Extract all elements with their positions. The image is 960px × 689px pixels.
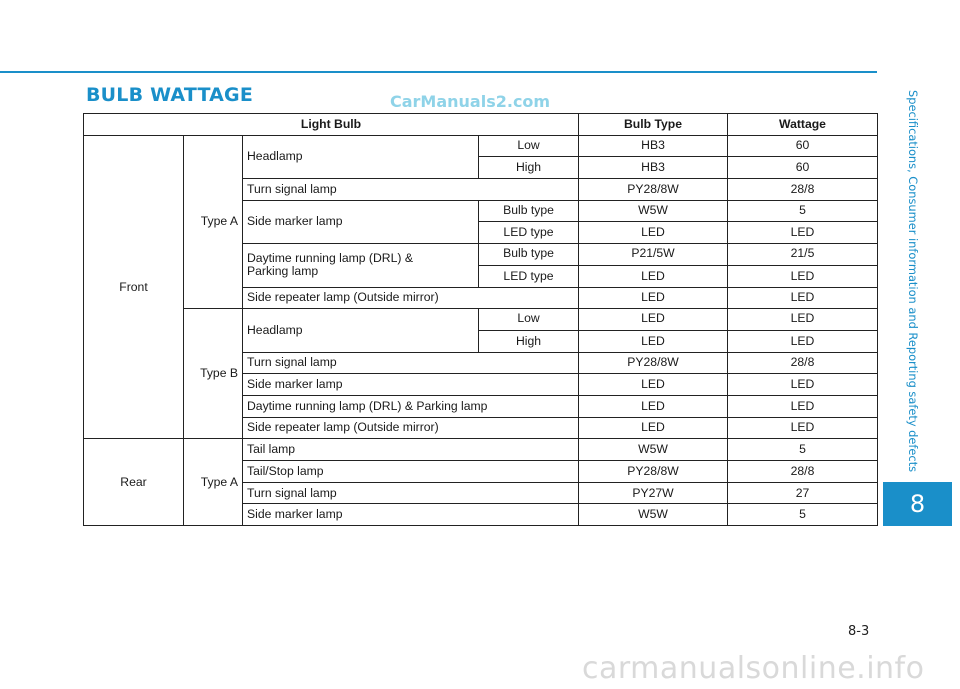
lamp-name: Tail lamp (243, 439, 579, 461)
bulb-type-cell: W5W (579, 439, 728, 461)
wattage-cell: 5 (728, 504, 878, 526)
lamp-variant: High (479, 157, 579, 179)
bulb-type-cell: LED (579, 330, 728, 352)
table-row (84, 135, 878, 157)
header-rule (0, 71, 877, 73)
lamp-name: Tail/Stop lamp (243, 461, 579, 483)
wattage-cell: LED (728, 222, 878, 244)
bulb-type-cell: PY28/8W (579, 461, 728, 483)
header-bulb-type: Bulb Type (579, 114, 728, 136)
page-title: BULB WATTAGE (86, 84, 254, 106)
lamp-name: Side marker lamp (243, 200, 479, 243)
bulb-type-cell: PY28/8W (579, 352, 728, 374)
lamp-name: Side repeater lamp (Outside mirror) (243, 417, 579, 439)
wattage-cell: 28/8 (728, 179, 878, 201)
chapter-tab (883, 482, 952, 526)
page-number: 8-3 (848, 624, 870, 639)
lamp-variant: LED type (479, 265, 579, 287)
bulb-type-cell: LED (579, 309, 728, 331)
bulb-type-cell: HB3 (579, 157, 728, 179)
wattage-cell: LED (728, 417, 878, 439)
wattage-cell: 28/8 (728, 461, 878, 483)
bulb-type-cell: HB3 (579, 135, 728, 157)
lamp-name: Side repeater lamp (Outside mirror) (243, 287, 579, 309)
lamp-variant: LED type (479, 222, 579, 244)
lamp-name: Turn signal lamp (243, 179, 579, 201)
bulb-type-cell: PY27W (579, 482, 728, 504)
table-row (84, 439, 878, 461)
wattage-cell: LED (728, 309, 878, 331)
chapter-number: 8 (909, 490, 926, 518)
lamp-variant: Bulb type (479, 200, 579, 222)
lamp-variant: Low (479, 309, 579, 331)
wattage-cell: LED (728, 374, 878, 396)
watermark-bottom: carmanualsonline.info (582, 651, 925, 686)
lamp-variant: Bulb type (479, 244, 579, 266)
bulb-type-cell: LED (579, 395, 728, 417)
wattage-cell: LED (728, 265, 878, 287)
table-row (84, 309, 878, 331)
bulb-type-cell: LED (579, 287, 728, 309)
bulb-type-cell: W5W (579, 504, 728, 526)
lamp-name: Side marker lamp (243, 504, 579, 526)
wattage-cell: LED (728, 287, 878, 309)
wattage-cell: 27 (728, 482, 878, 504)
subgroup-type-b: Type B (184, 309, 243, 439)
wattage-cell: 28/8 (728, 352, 878, 374)
bulb-type-cell: LED (579, 374, 728, 396)
bulb-wattage-table (83, 113, 878, 526)
bulb-type-cell: P21/5W (579, 244, 728, 266)
lamp-name (243, 244, 479, 287)
lamp-name: Headlamp (243, 135, 479, 178)
wattage-cell: 21/5 (728, 244, 878, 266)
wattage-cell: 60 (728, 157, 878, 179)
subgroup-rear-type-a: Type A (184, 439, 243, 526)
lamp-name: Headlamp (243, 309, 479, 352)
group-front: Front (84, 135, 184, 439)
watermark-top: CarManuals2.com (390, 92, 551, 111)
lamp-name-line: Parking lamp (247, 264, 319, 279)
chapter-side-label: Specifications, Consumer information and Reporting safety defects (906, 89, 920, 473)
lamp-name: Side marker lamp (243, 374, 579, 396)
lamp-name-line: Daytime running lamp (DRL) & (247, 251, 413, 266)
bulb-type-cell: W5W (579, 200, 728, 222)
header-wattage: Wattage (728, 114, 878, 136)
subgroup-type-a: Type A (184, 135, 243, 309)
bulb-type-cell: PY28/8W (579, 179, 728, 201)
lamp-name: Turn signal lamp (243, 352, 579, 374)
wattage-cell: 60 (728, 135, 878, 157)
bulb-type-cell: LED (579, 265, 728, 287)
wattage-cell: LED (728, 330, 878, 352)
lamp-variant: High (479, 330, 579, 352)
header-light-bulb: Light Bulb (84, 114, 579, 136)
wattage-cell: 5 (728, 439, 878, 461)
group-rear: Rear (84, 439, 184, 526)
lamp-name: Daytime running lamp (DRL) & Parking lamp (243, 395, 579, 417)
lamp-name: Turn signal lamp (243, 482, 579, 504)
lamp-variant: Low (479, 135, 579, 157)
bulb-type-cell: LED (579, 417, 728, 439)
table-header-row (84, 114, 878, 136)
wattage-cell: LED (728, 395, 878, 417)
bulb-type-cell: LED (579, 222, 728, 244)
wattage-cell: 5 (728, 200, 878, 222)
